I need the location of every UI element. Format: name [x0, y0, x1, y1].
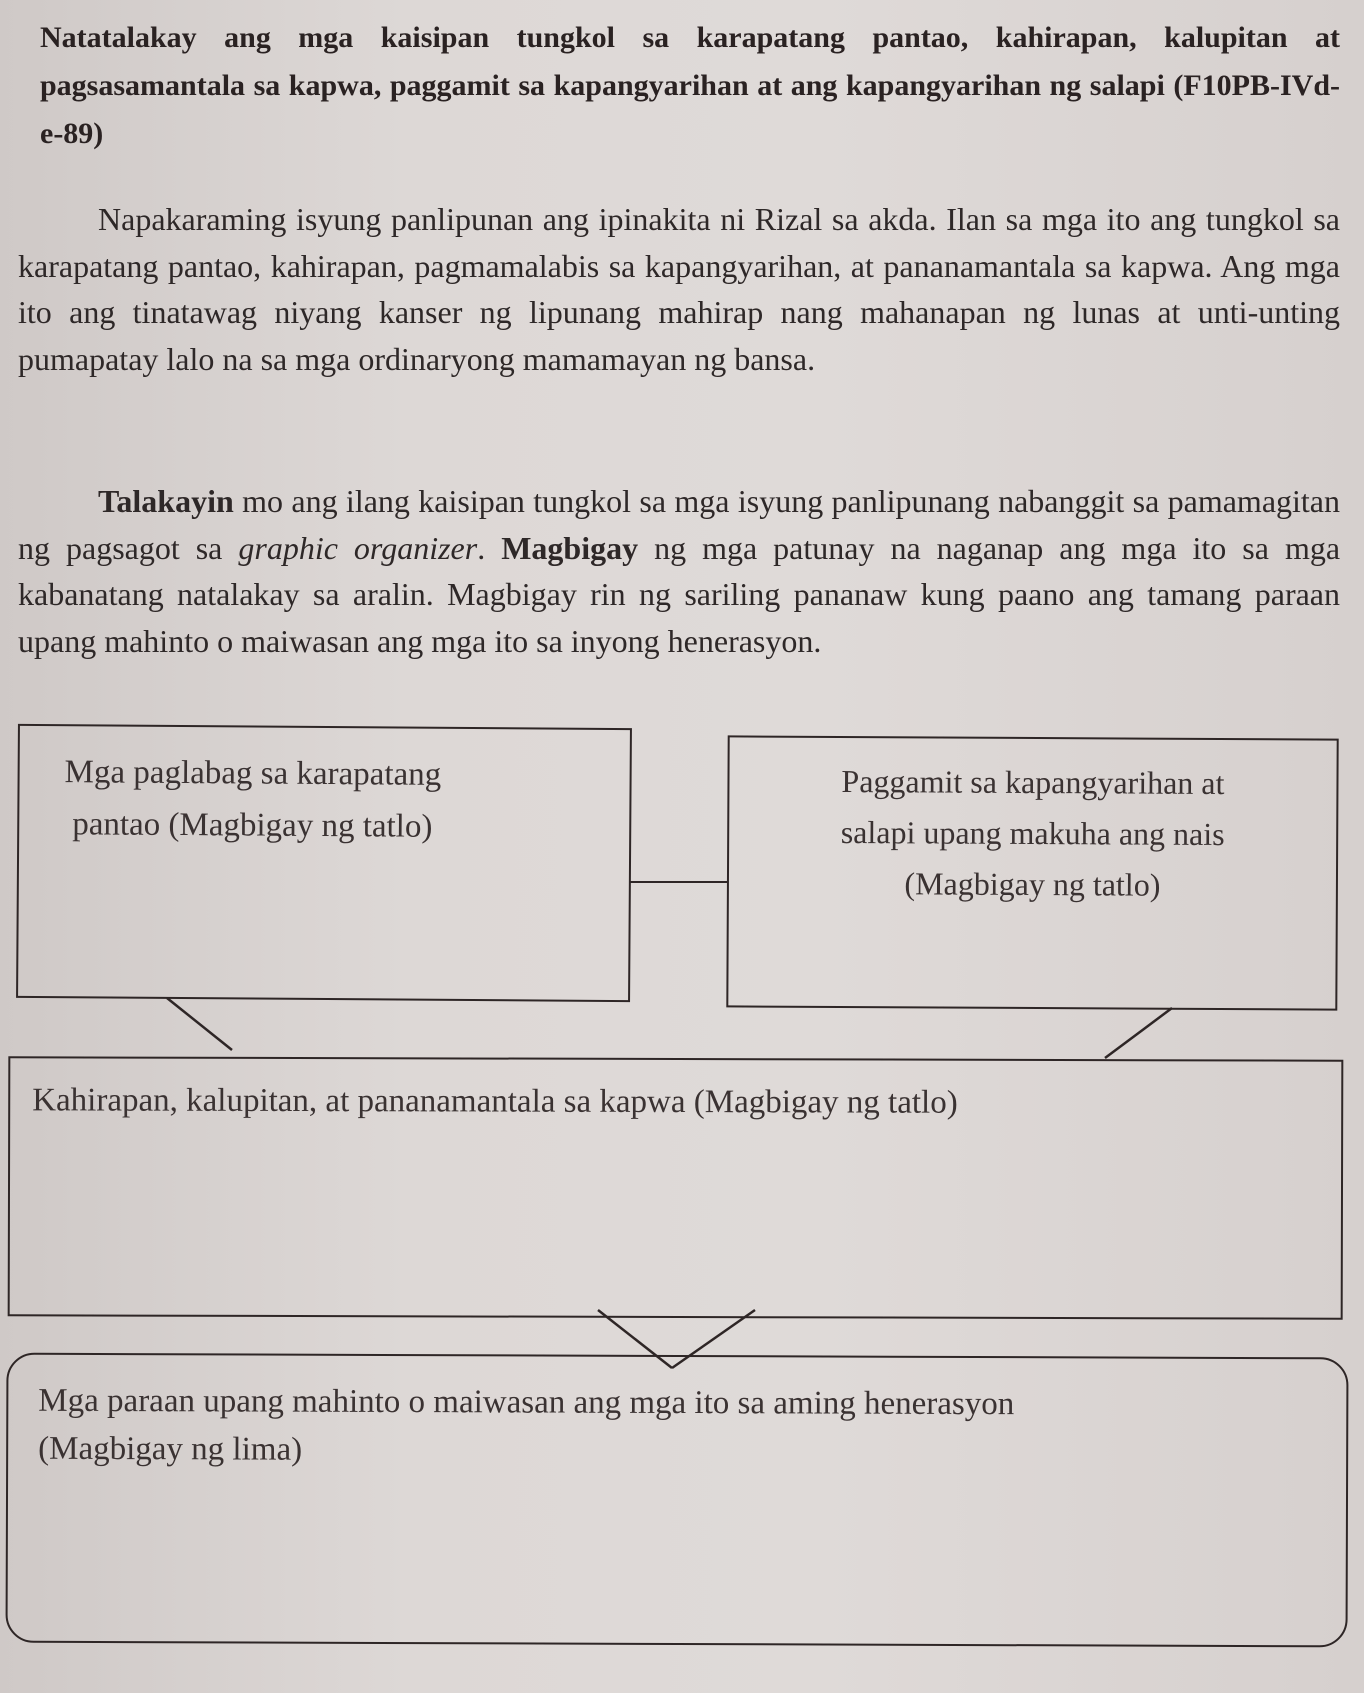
learning-objective-text: Natatalakay ang mga kaisipan tungkol sa karapatang pantao, kahirapan, kalupitan at pagsasamantala sa kapwa, paggamit sa kapangyarihan at ang kapangyarihan ng salapi (F10PB-IVd-e-89): [40, 21, 1340, 150]
box-power-money-label: [749, 756, 1317, 912]
box-human-rights-label: [64, 746, 605, 854]
box-solutions-line-2: (Magbigay ng lima): [38, 1430, 303, 1468]
instructions-lead-word: Talakayin: [98, 483, 234, 519]
organizer-box-power-money[interactable]: [726, 735, 1338, 1010]
learning-objective: [40, 14, 1340, 158]
instructions-text-3: ng mga patunay na naganap ang mga ito sa mga kabanatang natalakay sa aralin. Magbigay rin ng sariling pananaw kung paano ang tamang paraan upang mahinto o maiwasan ang mga ito sa inyong henerasyon.: [18, 529, 1341, 659]
box-human-rights-line-1: Mga paglabag sa karapatang: [64, 754, 442, 793]
box-solutions-line-1: Mga paraan upang mahinto o maiwasan ang mga ito sa aming henerasyon: [38, 1382, 1015, 1423]
instructions-bold-word: Magbigay: [501, 529, 639, 566]
intro-paragraph-text: Napakaraming isyung panlipunan ang ipinakita ni Rizal sa akda. Ilan sa mga ito ang tungkol sa karapatang pantao, kahirapan, pagmamalabis sa kapangyarihan, at pananamantala sa kapwa. Ang mga ito ang tinatawag niyang kanser ng lipunang mahirap nang mahanapan ng lunas at unti-unting pumapatay lalo na sa mga ordinaryong mamamayan ng bansa.: [18, 201, 1340, 377]
instructions-text-1: mo ang ilang kaisipan tungkol sa mga isyung panlipunang nabanggit sa pamamagitan ng pagsagot sa: [18, 483, 1340, 566]
instructions-italic-term: graphic organizer: [238, 529, 478, 566]
organizer-box-solutions[interactable]: [5, 1353, 1348, 1648]
box-power-money-line-3: (Magbigay ng tatlo): [904, 865, 1161, 903]
organizer-box-poverty-cruelty[interactable]: [8, 1056, 1344, 1319]
connector-line-horizontal: [630, 881, 728, 883]
intro-paragraph: [18, 196, 1340, 382]
box-solutions-label: [38, 1377, 1298, 1477]
instructions-paragraph: [18, 478, 1340, 664]
box-human-rights-line-2: pantao (Magbigay ng tatlo): [72, 806, 433, 845]
instructions-text-2: .: [477, 529, 502, 566]
box-poverty-label: Kahirapan, kalupitan, at pananamantala sa kapwa (Magbigay ng tatlo): [32, 1082, 958, 1121]
box-power-money-line-1: Paggamit sa kapangyarihan at: [841, 762, 1225, 802]
box-power-money-line-2: salapi upang makuha ang nais: [840, 813, 1225, 853]
organizer-box-human-rights[interactable]: [16, 724, 632, 1002]
